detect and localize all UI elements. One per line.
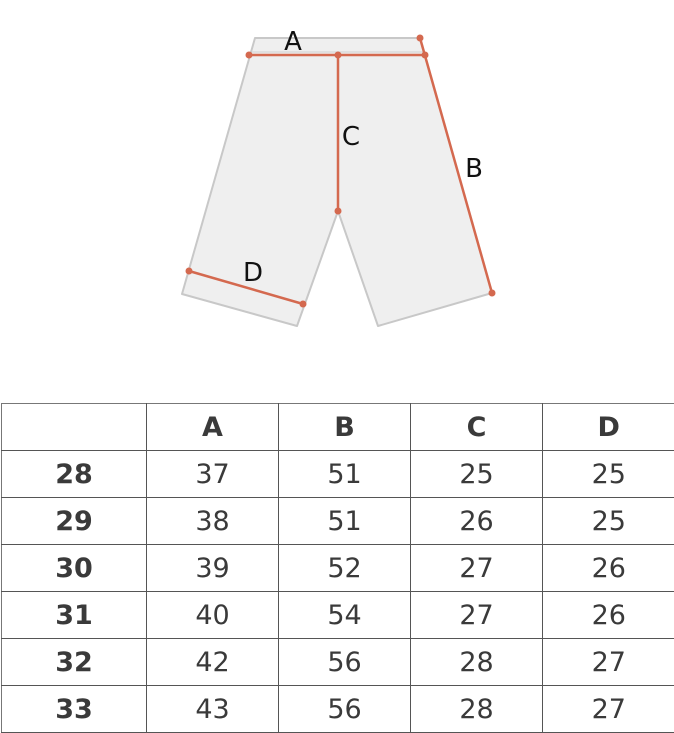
row-size-label: 30 [2, 545, 147, 592]
header-c: C [411, 404, 543, 451]
table-cell: 26 [411, 498, 543, 545]
label-b: B [465, 154, 483, 184]
header-d: D [543, 404, 674, 451]
measure-point-b-bottom [489, 290, 496, 297]
table-cell: 25 [543, 498, 674, 545]
table-cell: 25 [543, 451, 674, 498]
row-size-label: 28 [2, 451, 147, 498]
label-c: C [342, 122, 360, 152]
table-cell: 52 [279, 545, 411, 592]
header-size [2, 404, 147, 451]
label-a: A [284, 27, 302, 57]
table-cell: 51 [279, 451, 411, 498]
table-cell: 54 [279, 592, 411, 639]
header-b: B [279, 404, 411, 451]
table-header-row [2, 404, 674, 451]
table-cell: 27 [411, 592, 543, 639]
table-cell: 39 [147, 545, 279, 592]
row-size-label: 31 [2, 592, 147, 639]
size-chart-table [1, 403, 674, 733]
table-cell: 43 [147, 686, 279, 733]
table-row [2, 639, 674, 686]
table-cell: 40 [147, 592, 279, 639]
measure-point-a-left [246, 52, 253, 59]
table-cell: 25 [411, 451, 543, 498]
table-row [2, 686, 674, 733]
table-cell: 56 [279, 686, 411, 733]
table-cell: 42 [147, 639, 279, 686]
measure-point-d-left [186, 268, 193, 275]
table-cell: 27 [411, 545, 543, 592]
label-d: D [243, 258, 263, 288]
table-cell: 28 [411, 639, 543, 686]
table-row [2, 545, 674, 592]
header-a: A [147, 404, 279, 451]
measure-point-c-top [335, 52, 342, 59]
row-size-label: 32 [2, 639, 147, 686]
measure-point-b-top [417, 35, 424, 42]
table-row [2, 451, 674, 498]
table-row [2, 592, 674, 639]
table-cell: 26 [543, 592, 674, 639]
table-cell: 38 [147, 498, 279, 545]
row-size-label: 33 [2, 686, 147, 733]
table-cell: 28 [411, 686, 543, 733]
table-cell: 51 [279, 498, 411, 545]
row-size-label: 29 [2, 498, 147, 545]
table-cell: 56 [279, 639, 411, 686]
measure-point-c-bottom [335, 208, 342, 215]
table-cell: 27 [543, 639, 674, 686]
table-cell: 26 [543, 545, 674, 592]
table-cell: 27 [543, 686, 674, 733]
table-row [2, 498, 674, 545]
measure-point-d-right [300, 301, 307, 308]
table-cell: 37 [147, 451, 279, 498]
